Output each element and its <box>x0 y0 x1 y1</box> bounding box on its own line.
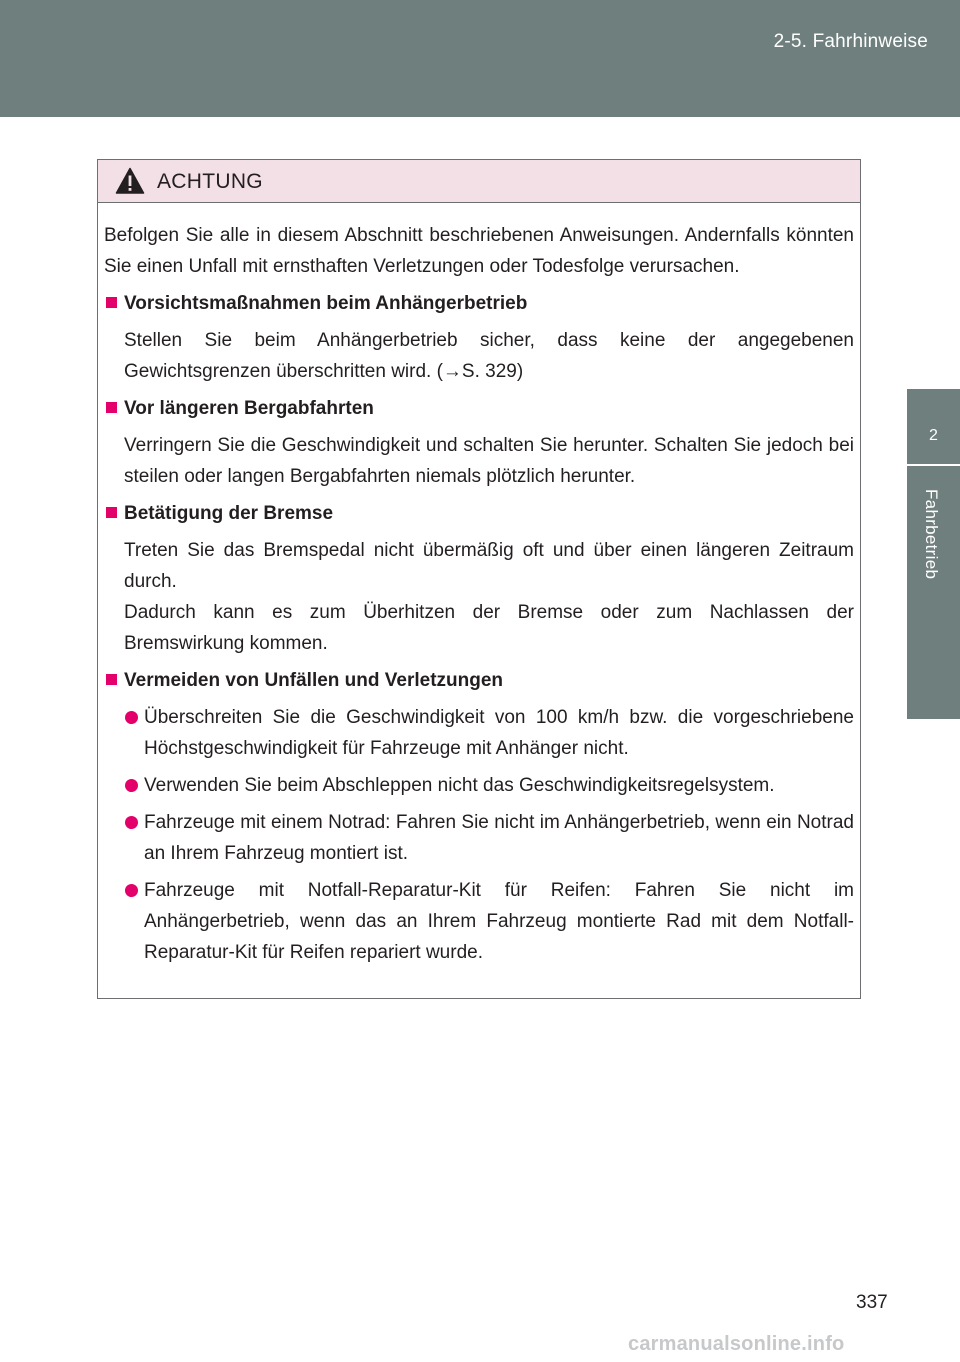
section-text-line: Dadurch kann es zum Überhitzen der Bremse oder zum Nachlassen der Bremswirkung kommen. <box>124 602 854 654</box>
page-number: 337 <box>856 1292 888 1313</box>
list-item <box>104 875 854 968</box>
round-bullet-icon <box>125 884 138 897</box>
list-item <box>104 807 854 869</box>
section-title: 2-5. Fahrhinweise <box>773 31 928 52</box>
warning-intro: Befolgen Sie alle in diesem Abschnitt beschriebenen Anweisungen. Andernfalls könnten Sie einen Unfall mit ernsthaften Verletzungen oder Todesfolge verursachen. <box>104 225 854 277</box>
round-bullet-icon <box>125 816 138 829</box>
list-item-text: Fahrzeuge mit einem Notrad: Fahren Sie nicht im Anhängerbetrieb, wenn ein Notrad an Ihrem Fahrzeug montiert ist. <box>144 812 854 864</box>
section-heading-text: Betätigung der Bremse <box>124 503 334 524</box>
section-heading <box>104 665 854 696</box>
warning-body <box>104 220 854 974</box>
chapter-tab-divider <box>907 464 960 466</box>
header-bar <box>0 0 960 117</box>
square-bullet-icon <box>106 507 117 518</box>
section-heading-text: Vor längeren Bergabfahrten <box>124 398 374 419</box>
watermark: carmanualsonline.info <box>628 1333 845 1355</box>
chapter-label: Fahrbetrieb <box>922 489 941 580</box>
section-text: Verringern Sie die Geschwindigkeit und schalten Sie herunter. Schalten Sie jedoch bei steilen oder langen Bergabfahrten niemals plötzlich herunter. <box>124 435 854 487</box>
square-bullet-icon <box>106 674 117 685</box>
warning-title: ACHTUNG <box>157 170 263 193</box>
square-bullet-icon <box>106 297 117 308</box>
section-heading-text: Vermeiden von Unfällen und Verletzungen <box>124 670 504 691</box>
section-heading <box>104 393 854 424</box>
square-bullet-icon <box>106 402 117 413</box>
chapter-tab <box>907 389 960 719</box>
section-text-line: Treten Sie das Bremspedal nicht übermäßig oft und über einen längeren Zeitraum durch. <box>124 540 854 592</box>
section-heading <box>104 498 854 529</box>
section-heading <box>104 288 854 319</box>
warning-triangle-icon <box>115 167 145 195</box>
chapter-number: 2 <box>929 427 938 444</box>
section-text <box>104 535 854 659</box>
list-item <box>104 770 854 801</box>
warning-box <box>97 159 861 999</box>
list-item <box>104 702 854 764</box>
section-heading-text: Vorsichtsmaßnahmen beim Anhängerbetrieb <box>124 293 528 314</box>
section-text: Stellen Sie beim Anhängerbetrieb sicher, dass keine der angegebenen Gewichtsgrenzen überschritten wird. (→S. 329) <box>124 330 854 382</box>
round-bullet-icon <box>125 711 138 724</box>
warning-header <box>98 160 860 203</box>
round-bullet-icon <box>125 779 138 792</box>
list-item-text: Fahrzeuge mit Notfall-Reparatur-Kit für Reifen: Fahren Sie nicht im Anhängerbetrieb, wenn das an Ihrem Fahrzeug montierte Rad mit dem Notfall-Reparatur-Kit für Reifen repariert wurde. <box>144 880 854 963</box>
list-item-text: Überschreiten Sie die Geschwindigkeit von 100 km/h bzw. die vorgeschriebene Höchstgeschwindigkeit für Fahrzeuge mit Anhänger nicht. <box>144 707 854 759</box>
list-item-text: Verwenden Sie beim Abschleppen nicht das Geschwindigkeitsregelsystem. <box>144 775 775 796</box>
